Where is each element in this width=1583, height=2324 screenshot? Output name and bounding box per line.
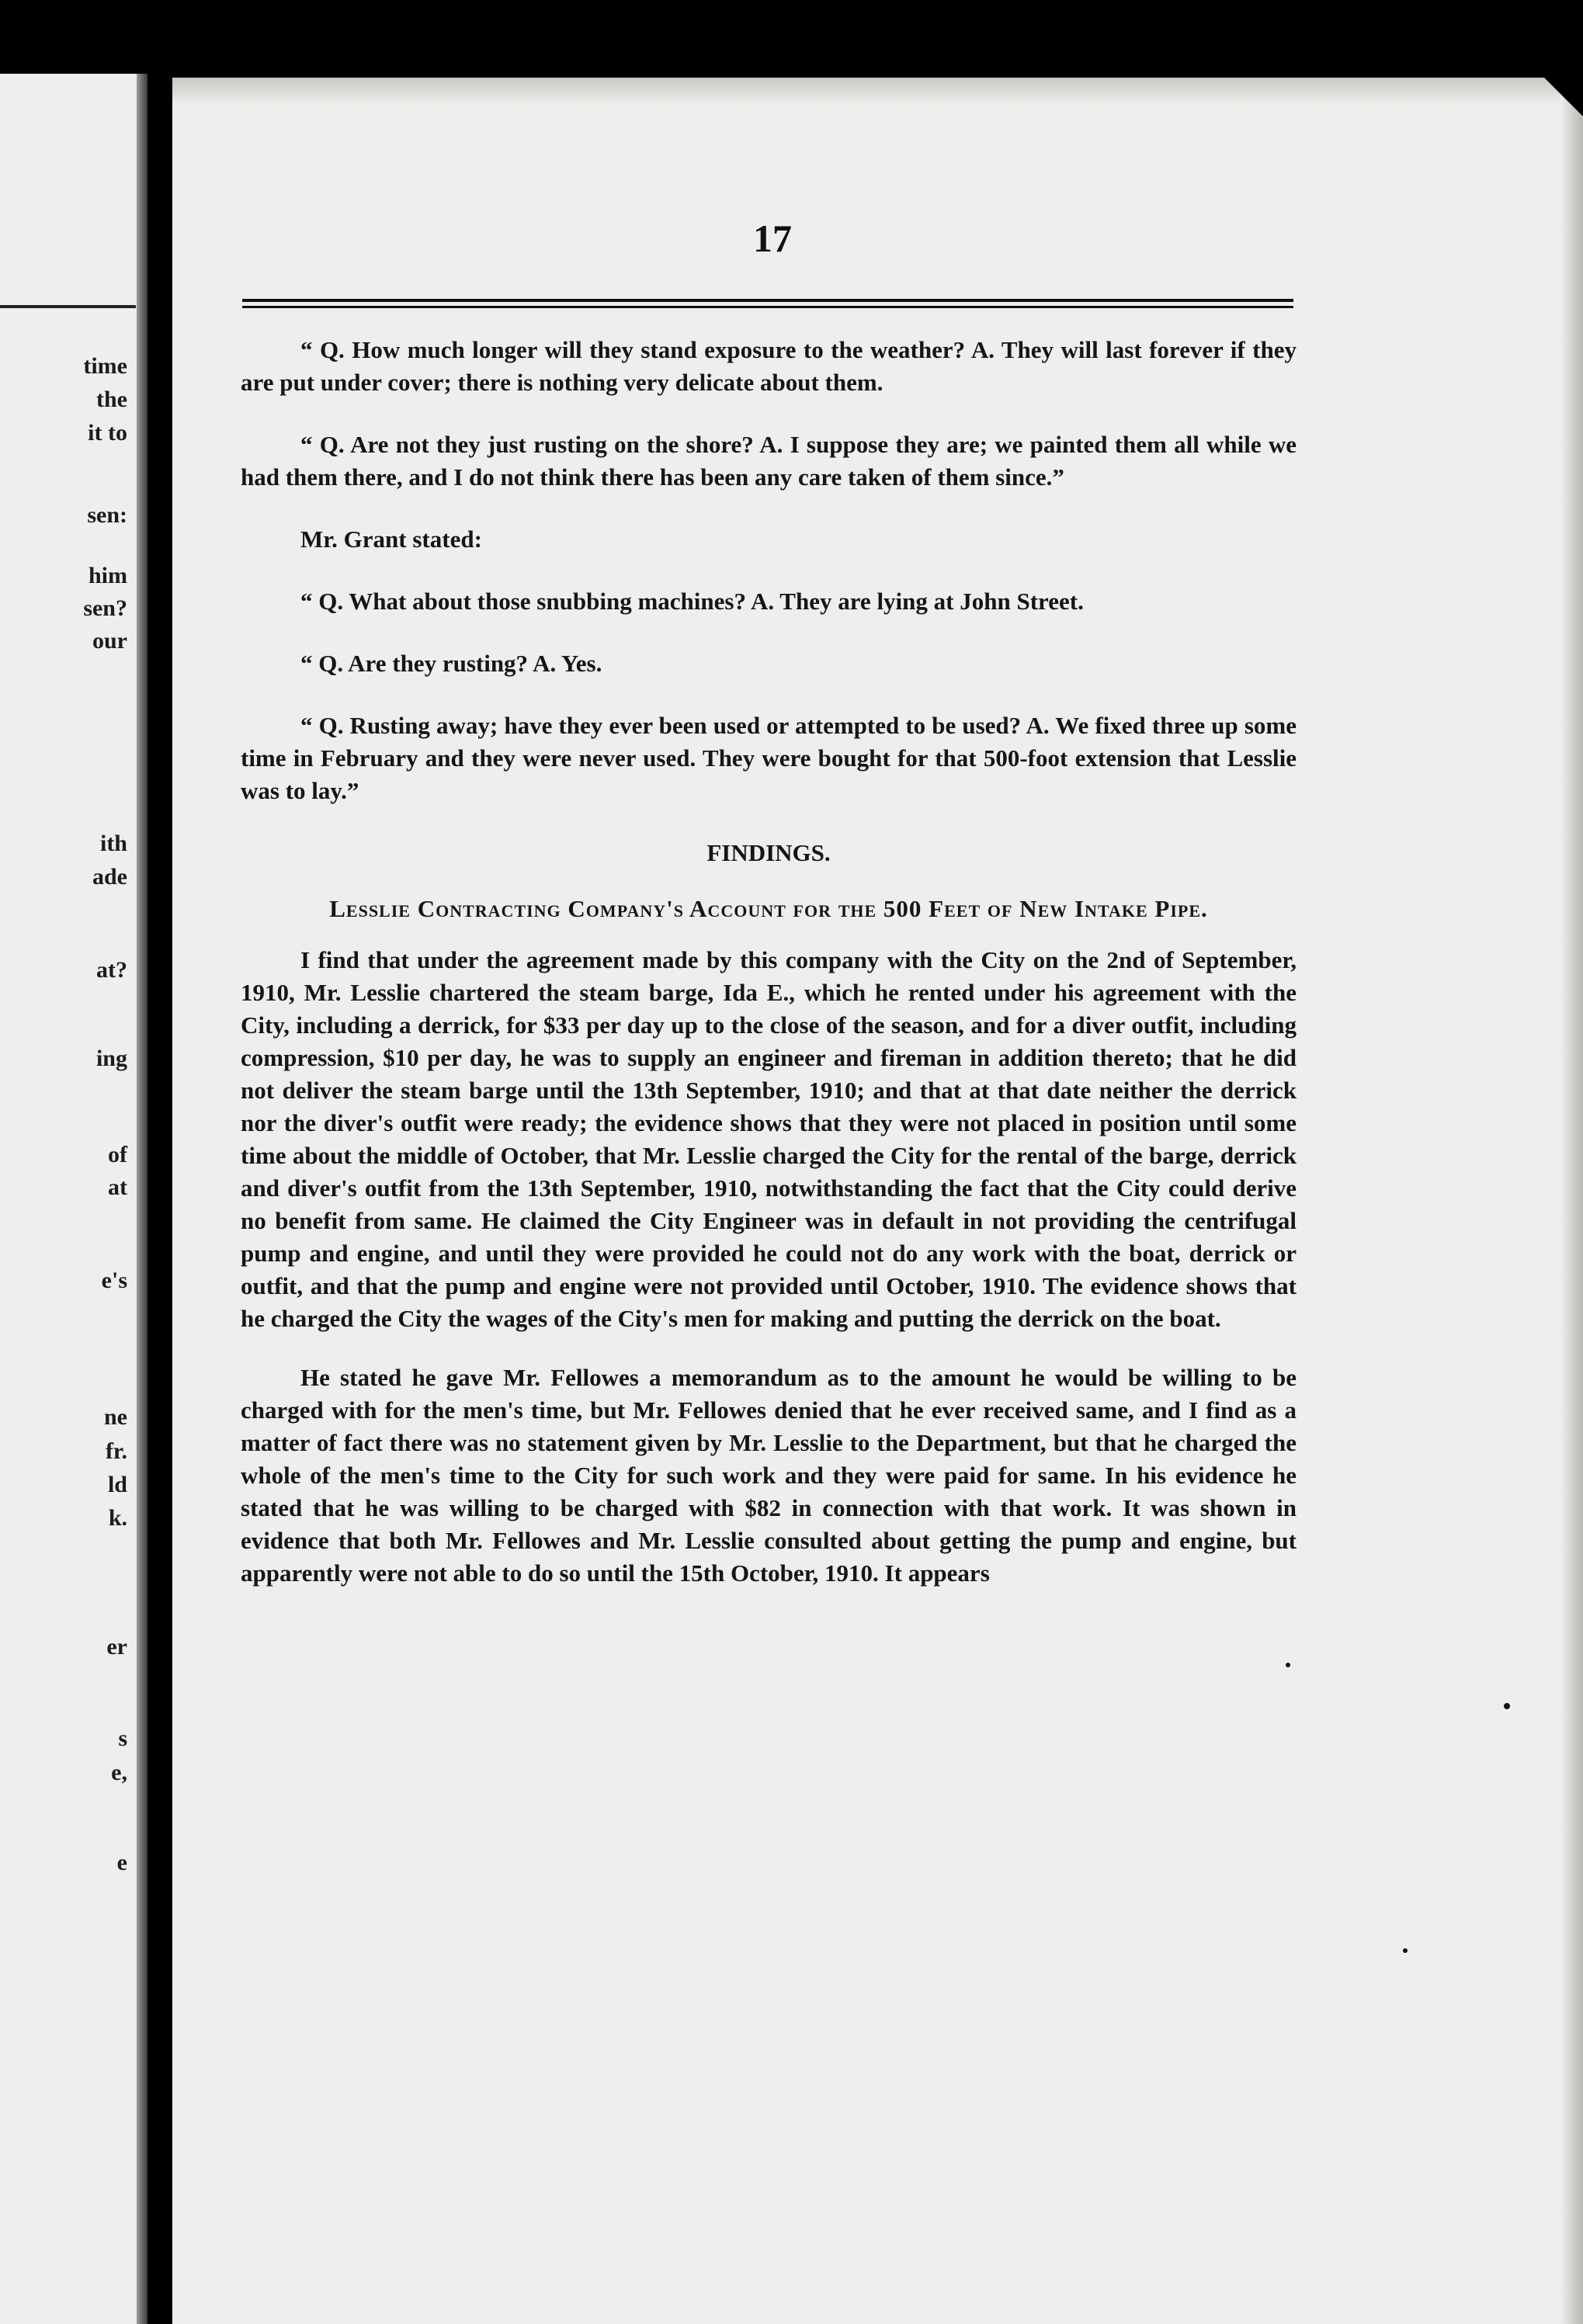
facing-page-edge xyxy=(0,74,148,2324)
testimony-paragraph: “ Q. Are not they just rusting on the shore? A. I suppose they are; we painted them all while we had them there, and I do not think there has been any care taken of them since.” xyxy=(241,431,1297,491)
document-page xyxy=(172,78,1583,2324)
facing-page-fragment: at? xyxy=(96,957,127,983)
facing-page-fragment: it to xyxy=(88,420,127,446)
book-gutter xyxy=(148,0,172,2324)
facing-page-fragment: e's xyxy=(101,1268,127,1293)
page-corner-fold xyxy=(1540,74,1583,116)
facing-page-fragment: fr. xyxy=(105,1438,127,1464)
facing-page-fragment: er xyxy=(106,1634,127,1660)
testimony-paragraph: “ Q. Are they rusting? A. Yes. xyxy=(300,650,602,677)
facing-page-fragment: ith xyxy=(99,831,127,856)
page-number: 17 xyxy=(753,217,792,260)
findings-paragraph: He stated he gave Mr. Fellowes a memorandum as to the amount he would be willing to be charged with for the men's time, but Mr. Fellowes denied that he ever received same, and I find as a matter of fact there was no statement given by Mr. Lesslie to the Department, but that he charged the whole of the men's time to the City for such work and they were paid for same. In his evidence he stated that he was willing to be charged with $82 in connection with that work. It was shown in evidence that both Mr. Fellowes and Mr. Lesslie consulted about getting the pump and engine, but apparently were not able to do so until the 15th October, 1910. It appears xyxy=(241,1364,1297,1587)
facing-page-fragment: our xyxy=(92,628,127,654)
facing-page-rule xyxy=(0,305,136,308)
facing-page-fragment: sen: xyxy=(87,502,127,528)
facing-page-fragment: of xyxy=(108,1142,127,1167)
facing-page-fragment: sen? xyxy=(83,595,127,621)
binding-spine-shadow xyxy=(137,74,148,2324)
facing-page-fragment: e, xyxy=(111,1760,127,1785)
facing-page-fragment: time xyxy=(83,353,127,379)
page-body xyxy=(241,334,1297,1616)
scan-speck xyxy=(1403,1948,1408,1953)
facing-page-fragment: the xyxy=(96,387,127,412)
facing-page-fragment: him xyxy=(88,563,127,588)
facing-page-fragment: at xyxy=(108,1174,127,1200)
testimony-paragraph: “ Q. How much longer will they stand exposure to the weather? A. They will last forever if they are put under cover; there is nothing very delicate about them. xyxy=(241,336,1297,396)
facing-page-fragment: k. xyxy=(108,1505,127,1531)
facing-page-fragment: ing xyxy=(95,1046,127,1071)
testimony-paragraph: Mr. Grant stated: xyxy=(300,526,482,553)
testimony-paragraph: “ Q. Rusting away; have they ever been used or attempted to be used? A. We fixed three up some time in February and they were never used. They were bought for that 500-foot extension that Lesslie was to lay.” xyxy=(241,712,1297,804)
facing-page-fragment: s xyxy=(118,1726,127,1751)
facing-page-fragment: ade xyxy=(92,864,127,890)
facing-page-fragment: ne xyxy=(104,1404,127,1430)
scan-speck xyxy=(1286,1663,1290,1667)
facing-page-fragment: e xyxy=(116,1850,127,1875)
scan-speck xyxy=(1504,1703,1510,1709)
header-double-rule xyxy=(242,299,1293,308)
facing-page-fragment: ld xyxy=(107,1472,127,1497)
findings-paragraph: I find that under the agreement made by this company with the City on the 2nd of September, 1910, Mr. Lesslie chartered the steam barge, Ida E., which he rented under his agreement with the City, including a derrick, for $33 per day up to the close of the season, and for a diver outfit, including compression, $10 per day, he was to supply an engineer and fireman in addition thereto; that he did not deliver the steam barge until the 13th September, 1910; and that at that date neither the derrick nor the diver's outfit were ready; the evidence shows that they were not placed in position until some time about the middle of October, that Mr. Lesslie charged the City for the rental of the barge, derrick and diver's outfit from the 13th September, 1910, notwithstanding the fact that the City could derive no benefit from same. He claimed the City Engineer was in default in not providing the centrifugal pump and engine, and until they were provided he could not do any work with the boat, derrick or outfit, and that the pump and engine were not provided until October, 1910. The evidence shows that he charged the City the wages of the City's men for making and putting the derrick on the boat. xyxy=(241,946,1297,1332)
findings-subheading: Lesslie Contracting Company's Account for the 500 Feet of New Intake Pipe. xyxy=(329,895,1208,922)
findings-heading: FINDINGS. xyxy=(706,839,831,866)
testimony-paragraph: “ Q. What about those snubbing machines? A. They are lying at John Street. xyxy=(300,588,1084,615)
